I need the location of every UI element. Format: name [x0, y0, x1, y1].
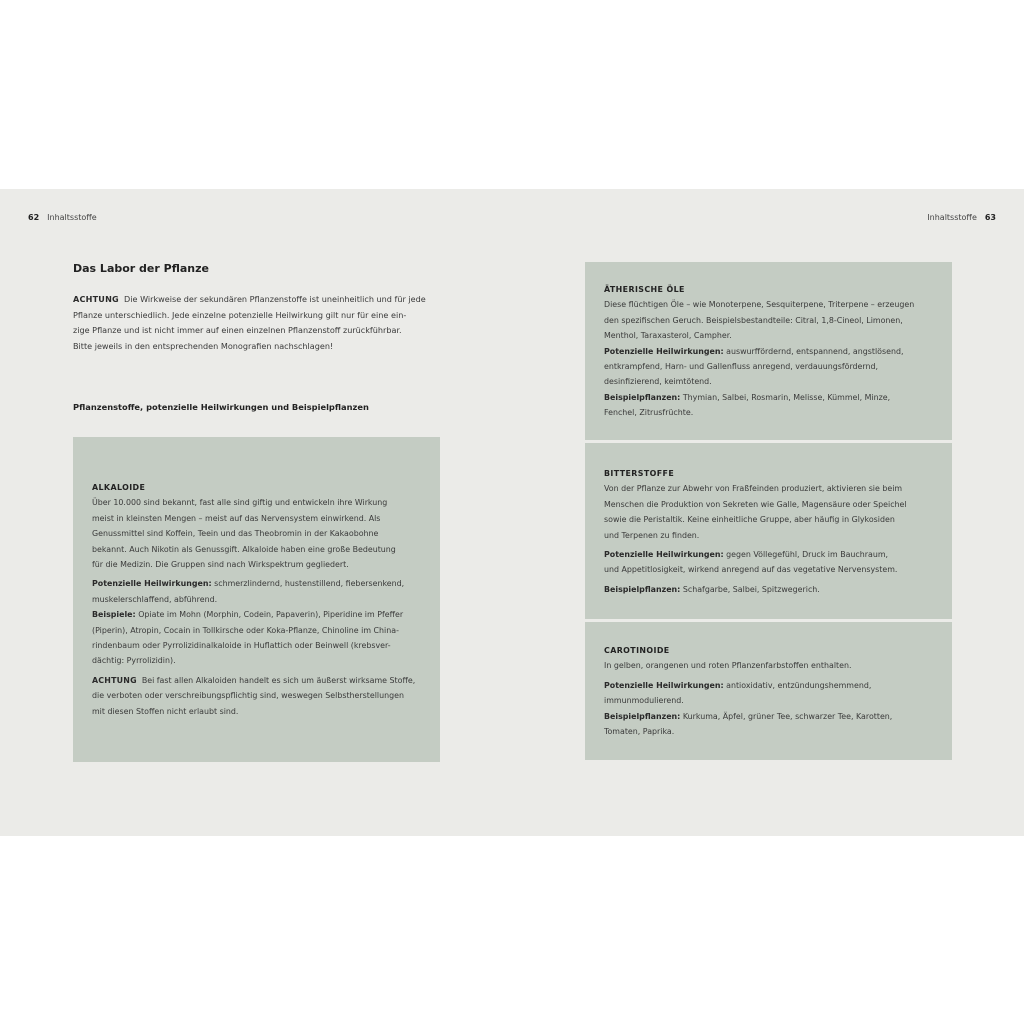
alkaloide-effects: [92, 576, 422, 668]
text-line: dächtig: Pyrrolizidin).: [92, 656, 176, 666]
effects-label: Potenzielle Heilwirkungen:: [604, 346, 724, 356]
text-line: Menschen die Produktion von Sekreten wie Galle, Magensäure oder Speichel: [604, 499, 907, 509]
text-line: Menthol, Taraxasterol, Campher.: [604, 331, 732, 341]
text-line: Thymian, Salbei, Rosmarin, Melisse, Kümmel, Minze,: [682, 392, 891, 402]
text-line: muskelerschlaffend, abführend.: [92, 594, 218, 604]
text-line: rindenbaum oder Pyrrolizidinalkaloide in Huflattich oder Beinwell (krebsver-: [92, 641, 391, 651]
text-line: Über 10.000 sind bekannt, fast alle sind giftig und entwickeln ihre Wirkung: [92, 498, 388, 508]
text-line: auswurffördernd, entspannend, angstlösend,: [726, 346, 904, 356]
carotinoide-title: CAROTINOIDE: [604, 646, 670, 655]
plants-label: Beispielpflanzen:: [604, 711, 681, 721]
text-line: Fenchel, Zitrusfrüchte.: [604, 408, 694, 418]
left-page-number: 62: [28, 213, 40, 222]
effects-label: Potenzielle Heilwirkungen:: [92, 579, 212, 589]
left-running-head: [28, 213, 97, 223]
text-line: Schafgarbe, Salbei, Spitzwegerich.: [682, 584, 820, 594]
bitterstoffe-description: [604, 481, 934, 543]
aetherische-oele-description: [604, 297, 934, 343]
text-line: immunmodulierend.: [604, 696, 684, 706]
carotinoide-description: [604, 658, 934, 673]
text-line: antioxidativ, entzündungshemmend,: [726, 680, 872, 690]
right-page-number: 63: [984, 213, 996, 222]
text-line: bekannt. Auch Nikotin als Genussgift. Alkaloide haben eine große Bedeutung: [92, 544, 396, 554]
warning-label: ACHTUNG: [92, 675, 137, 685]
examples-label: Beispiele:: [92, 610, 136, 620]
alkaloide-title: ALKALOIDE: [92, 483, 146, 492]
plants-label: Beispielpflanzen:: [604, 584, 681, 594]
right-running-head: [927, 213, 996, 223]
text-line: den spezifischen Geruch. Beispielsbestandteile: Citral, 1,8-Cineol, Limonen,: [604, 315, 903, 325]
bitterstoffe-effects: [604, 547, 934, 578]
alkaloide-warning: [92, 673, 422, 719]
plants-label: Beispielpflanzen:: [604, 392, 681, 402]
text-line: Genussmittel sind Koffein, Teein und das Theobromin in der Kakaobohne: [92, 529, 379, 539]
intro-line: Bitte jeweils in den entsprechenden Monografien nachschlagen!: [73, 340, 334, 351]
page-heading: Das Labor der Pflanze: [73, 262, 209, 275]
intro-line: Pflanze unterschiedlich. Jede einzelne potenzielle Heilwirkung gilt nur für eine ein-: [73, 309, 407, 320]
carotinoide-box: [585, 622, 952, 760]
alkaloide-description: [92, 495, 422, 572]
text-line: Bei fast allen Alkaloiden handelt es sich um äußerst wirksame Stoffe,: [141, 675, 416, 685]
text-line: desinfizierend, keimtötend.: [604, 377, 712, 387]
right-running-title: Inhaltsstoffe: [927, 213, 977, 222]
text-line: schmerzlindernd, hustenstillend, fiebersenkend,: [214, 579, 405, 589]
aetherische-oele-title: ÄTHERISCHE ÖLE: [604, 285, 685, 294]
intro-line: Die Wirkweise der sekundären Pflanzenstoffe ist uneinheitlich und für jede: [124, 294, 426, 304]
effects-label: Potenzielle Heilwirkungen:: [604, 550, 724, 560]
carotinoide-effects: [604, 678, 934, 740]
effects-label: Potenzielle Heilwirkungen:: [604, 680, 724, 690]
text-line: entkrampfend, Harn- und Gallenfluss anregend, verdauungsfördernd,: [604, 362, 879, 372]
text-line: und Appetitlosigkeit, wirkend anregend auf das vegetative Nervensystem.: [604, 565, 898, 575]
text-line: Kurkuma, Äpfel, grüner Tee, schwarzer Tee, Karotten,: [682, 711, 893, 721]
intro-warning-label: ACHTUNG: [73, 294, 119, 304]
aetherische-oele-box: [585, 262, 952, 440]
text-line: mit diesen Stoffen nicht erlaubt sind.: [92, 706, 239, 716]
section-subheading: Pflanzenstoffe, potenzielle Heilwirkungen und Beispielpflanzen: [73, 402, 369, 412]
alkaloide-box: [73, 437, 440, 762]
intro-paragraph: [73, 292, 433, 354]
text-line: (Piperin), Atropin, Cocain in Tollkirsche oder Koka-Pflanze, Chinoline im China-: [92, 625, 399, 635]
bitterstoffe-plants: [604, 582, 934, 597]
bitterstoffe-box: [585, 443, 952, 619]
text-line: und Terpenen zu finden.: [604, 530, 700, 540]
bitterstoffe-title: BITTERSTOFFE: [604, 469, 675, 478]
text-line: die verboten oder verschreibungspflichtig sind, weswegen Selbstherstellungen: [92, 691, 404, 701]
text-line: für die Medizin. Die Gruppen sind nach Wirkspektrum gegliedert.: [92, 560, 349, 570]
text-line: Tomaten, Paprika.: [604, 727, 675, 737]
text-line: sowie die Peristaltik. Keine einheitliche Gruppe, aber häufig in Glykosiden: [604, 515, 895, 525]
text-line: Diese flüchtigen Öle – wie Monoterpene, Sesquiterpene, Triterpene – erzeugen: [604, 300, 915, 310]
text-line: meist in kleinsten Mengen – meist auf das Nervensystem einwirkend. Als: [92, 513, 381, 523]
text-line: Von der Pflanze zur Abwehr von Fraßfeinden produziert, aktivieren sie beim: [604, 484, 903, 494]
left-running-title: Inhaltsstoffe: [47, 213, 97, 222]
aetherische-oele-effects: [604, 344, 934, 421]
text-line: In gelben, orangenen und roten Pflanzenfarbstoffen enthalten.: [604, 661, 852, 671]
text-line: Opiate im Mohn (Morphin, Codein, Papaverin), Piperidine im Pfeffer: [138, 610, 404, 620]
intro-line: zige Pflanze und ist nicht immer auf einen einzelnen Pflanzenstoff zurückführbar.: [73, 325, 402, 335]
text-line: gegen Völlegefühl, Druck im Bauchraum,: [726, 550, 889, 560]
